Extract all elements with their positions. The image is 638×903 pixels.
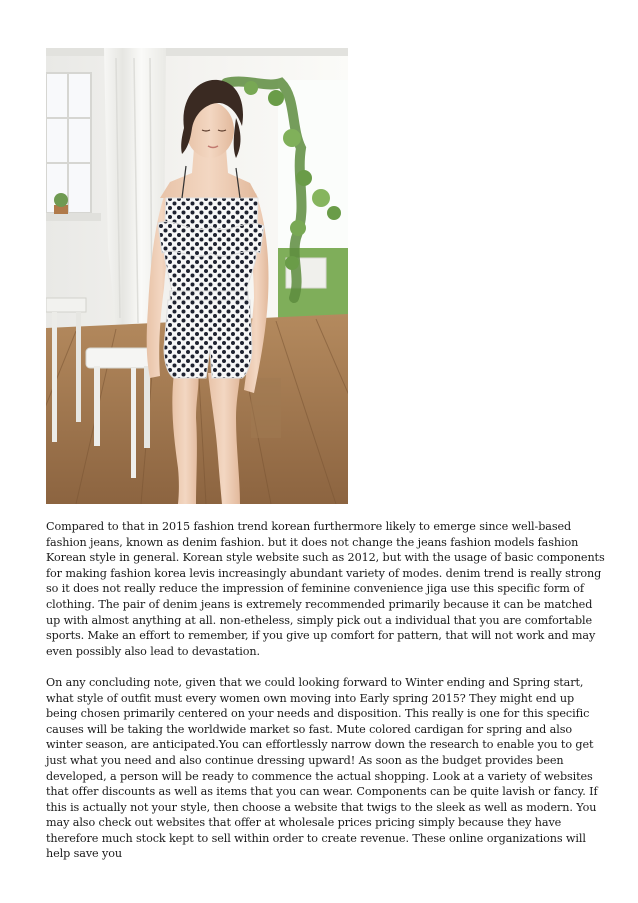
fashion-photo xyxy=(46,48,348,504)
article-body xyxy=(46,519,606,878)
article-paragraph: On any concluding note, given that we could looking forward to Winter ending and Spring start, what style of outfit must every women own moving into Early spring 2015? They might end up being chosen primarily centered on your needs and disposition. This really is one for this specific causes will be taking the worldwide market so fast. Mute colored cardigan for spring and also winter season, are anticipated.You can effortlessly narrow down the research to enable you to get just what you need and also continue dressing upward! As soon as the budget provides been developed, a person will be ready to commence the actual shopping. Look at a variety of websites that offer discounts as well as items that you can wear. Components can be quite lavish or fancy. If this is actually not your style, then choose a website that twigs to the sleek as well as modern. You may also check out websites that offer at wholesale prices pricing simply because they have therefore much stock kept to sell within order to create revenue. These online organizations will help save you xyxy=(46,675,598,861)
article-paragraph: Compared to that in 2015 fashion trend korean furthermore likely to emerge since well-based fashion jeans, known as denim fashion. but it does not change the jeans fashion models fashion Korean style in general. Korean style website such as 2012, but with the usage of basic components for making fashion korea levis increasingly abundant variety of modes. denim trend is really strong so it does not really reduce the impression of feminine convenience jiga use this specific form of clothing. The pair of denim jeans is extremely recommended primarily because it can be matched up with almost anything at all. non-etheless, simply pick out a individual that you are comfortable sports. Make an effort to remember, if you give up comfort for pattern, that will not work and may even possibly also lead to devastation. xyxy=(46,520,605,658)
